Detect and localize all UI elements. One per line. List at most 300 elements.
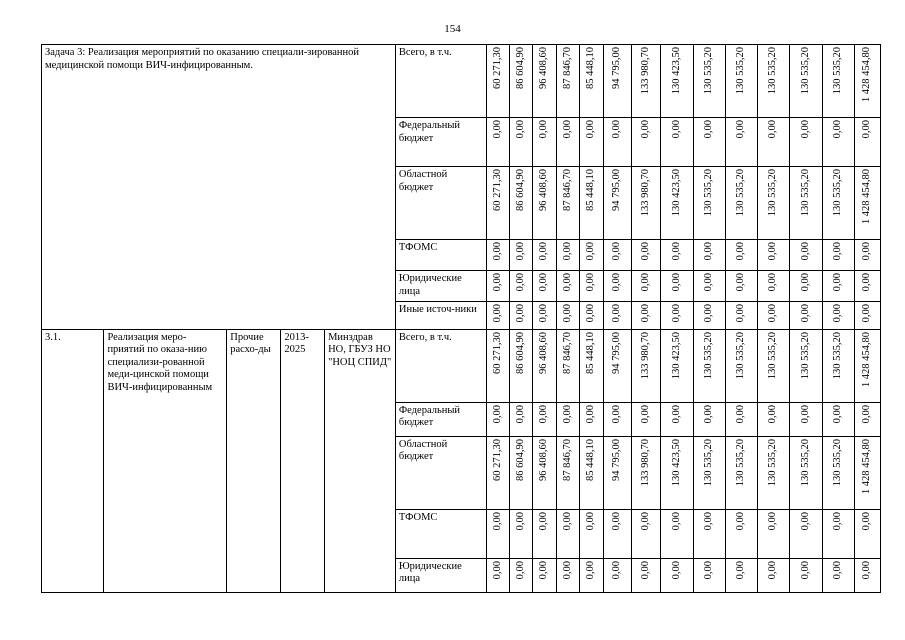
value-cell: [854, 302, 880, 330]
value-text: 86 604,90: [515, 331, 527, 374]
value-cell: [632, 509, 661, 558]
value-cell: [632, 436, 661, 509]
value-cell: [758, 329, 790, 402]
value-text: 0,00: [767, 560, 779, 580]
value-text: 0,00: [831, 304, 843, 323]
value-text: 130 535,20: [831, 331, 843, 380]
value-cell: [580, 118, 604, 167]
value-text: 0,00: [538, 404, 550, 424]
value-cell: [533, 558, 557, 592]
value-cell: [790, 436, 822, 509]
value-text: 96 408,60: [538, 47, 550, 89]
table-row: [42, 329, 881, 402]
value-text: 0,00: [670, 404, 682, 424]
value-text: 0,00: [702, 120, 714, 139]
value-text: 0,00: [670, 511, 682, 531]
value-text: 130 535,20: [735, 438, 747, 487]
value-cell: [510, 509, 533, 558]
value-cell: [693, 118, 725, 167]
value-cell: [661, 402, 693, 436]
value-text: 86 604,90: [515, 438, 527, 481]
value-cell: [533, 45, 557, 118]
value-text: 0,00: [585, 560, 597, 580]
value-cell: [632, 329, 661, 402]
value-text: 0,00: [831, 242, 843, 261]
value-text: 130 423,50: [670, 438, 682, 487]
table-row: [42, 45, 881, 118]
value-cell: [604, 329, 632, 402]
value-cell: [822, 118, 854, 167]
value-text: 130 535,20: [831, 47, 843, 95]
value-cell: [661, 558, 693, 592]
value-cell: [758, 240, 790, 271]
value-text: 0,00: [861, 560, 873, 580]
value-text: 0,00: [735, 511, 747, 531]
value-text: 0,00: [492, 242, 504, 261]
value-cell: [693, 402, 725, 436]
value-text: 0,00: [702, 560, 714, 580]
value-text: 133 980,70: [639, 438, 651, 487]
value-text: 0,00: [735, 120, 747, 139]
item-name: Реализация меро-приятий по оказа-нию специализи-рованной меди-цинской помощи ВИЧ-инфицированным: [104, 329, 227, 592]
value-cell: [487, 402, 510, 436]
value-cell: [854, 167, 880, 240]
source-label: Областной бюджет: [395, 436, 487, 509]
value-text: 0,00: [639, 120, 651, 139]
value-text: 0,00: [799, 404, 811, 424]
value-text: 0,00: [538, 120, 550, 139]
value-text: 0,00: [702, 404, 714, 424]
value-cell: [854, 271, 880, 302]
value-text: 0,00: [702, 511, 714, 531]
value-cell: [822, 45, 854, 118]
value-cell: [790, 402, 822, 436]
value-text: 130 423,50: [670, 47, 682, 95]
value-cell: [557, 402, 580, 436]
value-cell: [790, 118, 822, 167]
value-cell: [604, 402, 632, 436]
value-text: 130 535,20: [767, 438, 779, 487]
value-cell: [758, 402, 790, 436]
value-cell: [725, 436, 757, 509]
value-text: 0,00: [515, 242, 527, 261]
value-cell: [790, 45, 822, 118]
task-title: Задача 3: Реализация мероприятий по оказанию специали-зированной медицинской помощи ВИЧ-инфицированным.: [42, 45, 396, 330]
value-cell: [725, 302, 757, 330]
value-cell: [604, 558, 632, 592]
value-cell: [725, 402, 757, 436]
value-text: 133 980,70: [639, 169, 651, 217]
value-cell: [758, 118, 790, 167]
value-cell: [604, 45, 632, 118]
value-text: 0,00: [585, 511, 597, 531]
value-cell: [580, 436, 604, 509]
value-text: 0,00: [861, 511, 873, 531]
value-cell: [632, 240, 661, 271]
value-text: 133 980,70: [639, 47, 651, 95]
value-cell: [822, 558, 854, 592]
value-cell: [822, 302, 854, 330]
value-text: 0,00: [861, 404, 873, 424]
value-cell: [487, 271, 510, 302]
value-text: 0,00: [767, 120, 779, 139]
value-text: 0,00: [492, 404, 504, 424]
value-text: 94 795,00: [611, 438, 623, 481]
value-cell: [661, 45, 693, 118]
value-cell: [604, 509, 632, 558]
value-cell: [790, 271, 822, 302]
value-cell: [533, 329, 557, 402]
value-text: 0,00: [515, 304, 527, 323]
value-cell: [580, 167, 604, 240]
value-text: 0,00: [799, 120, 811, 139]
value-text: 94 795,00: [611, 47, 623, 89]
budget-table: [41, 44, 881, 593]
value-cell: [693, 240, 725, 271]
value-text: 130 535,20: [799, 331, 811, 380]
value-text: 0,00: [515, 120, 527, 139]
value-text: 0,00: [767, 242, 779, 261]
value-text: 130 535,20: [702, 47, 714, 95]
value-cell: [661, 509, 693, 558]
value-cell: [790, 509, 822, 558]
value-cell: [758, 509, 790, 558]
value-cell: [758, 302, 790, 330]
value-text: 1 428 454,80: [861, 169, 873, 225]
value-text: 0,00: [515, 511, 527, 531]
value-cell: [661, 329, 693, 402]
value-text: 0,00: [831, 120, 843, 139]
value-cell: [758, 436, 790, 509]
value-cell: [661, 271, 693, 302]
value-cell: [661, 167, 693, 240]
value-text: 1 428 454,80: [861, 438, 873, 494]
value-text: 0,00: [515, 404, 527, 424]
source-label: Федеральный бюджет: [395, 118, 487, 167]
value-cell: [487, 329, 510, 402]
value-text: 0,00: [538, 511, 550, 531]
value-text: 0,00: [561, 560, 573, 580]
value-cell: [557, 509, 580, 558]
value-text: 94 795,00: [611, 169, 623, 211]
value-cell: [557, 167, 580, 240]
value-cell: [510, 167, 533, 240]
value-text: 0,00: [492, 120, 504, 139]
value-cell: [580, 509, 604, 558]
item-expense-type: Прочие расхо-ды: [227, 329, 281, 592]
value-cell: [580, 240, 604, 271]
value-cell: [533, 167, 557, 240]
value-text: 0,00: [611, 273, 623, 292]
value-cell: [661, 240, 693, 271]
value-text: 0,00: [639, 273, 651, 292]
value-cell: [632, 167, 661, 240]
value-text: 0,00: [492, 511, 504, 531]
value-cell: [822, 509, 854, 558]
value-text: 130 535,20: [767, 47, 779, 95]
value-text: 0,00: [735, 560, 747, 580]
value-cell: [533, 509, 557, 558]
value-text: 0,00: [611, 304, 623, 323]
item-number: 3.1.: [42, 329, 104, 592]
value-text: 130 535,20: [702, 331, 714, 380]
value-cell: [854, 558, 880, 592]
value-text: 0,00: [639, 560, 651, 580]
value-cell: [790, 558, 822, 592]
value-cell: [758, 45, 790, 118]
value-cell: [693, 436, 725, 509]
value-cell: [693, 329, 725, 402]
value-cell: [510, 45, 533, 118]
value-cell: [604, 118, 632, 167]
value-cell: [557, 45, 580, 118]
value-cell: [822, 271, 854, 302]
value-cell: [822, 436, 854, 509]
value-text: 0,00: [492, 304, 504, 323]
value-text: 0,00: [735, 242, 747, 261]
value-cell: [510, 271, 533, 302]
value-text: 0,00: [585, 242, 597, 261]
value-cell: [758, 167, 790, 240]
value-cell: [854, 436, 880, 509]
value-text: 130 535,20: [735, 169, 747, 217]
value-cell: [758, 558, 790, 592]
value-text: 86 604,90: [515, 47, 527, 89]
value-text: 0,00: [639, 511, 651, 531]
value-cell: [557, 302, 580, 330]
value-text: 130 535,20: [767, 169, 779, 217]
value-cell: [580, 45, 604, 118]
value-cell: [693, 302, 725, 330]
value-cell: [533, 271, 557, 302]
value-text: 96 408,60: [538, 438, 550, 481]
value-cell: [510, 558, 533, 592]
value-text: 130 535,20: [799, 47, 811, 95]
value-text: 0,00: [735, 304, 747, 323]
value-cell: [533, 402, 557, 436]
value-text: 0,00: [767, 273, 779, 292]
value-text: 0,00: [702, 242, 714, 261]
value-text: 0,00: [561, 120, 573, 139]
value-text: 0,00: [561, 304, 573, 323]
value-text: 0,00: [670, 242, 682, 261]
value-text: 85 448,10: [585, 331, 597, 374]
value-text: 130 535,20: [831, 438, 843, 487]
value-text: 0,00: [492, 273, 504, 292]
value-text: 0,00: [515, 560, 527, 580]
page-number: 154: [444, 23, 461, 35]
value-text: 0,00: [585, 404, 597, 424]
value-text: 0,00: [799, 304, 811, 323]
value-text: 0,00: [561, 273, 573, 292]
value-cell: [790, 302, 822, 330]
value-text: 0,00: [585, 120, 597, 139]
value-cell: [533, 436, 557, 509]
value-cell: [632, 271, 661, 302]
value-text: 0,00: [831, 404, 843, 424]
value-text: 0,00: [538, 560, 550, 580]
value-text: 130 535,20: [799, 169, 811, 217]
value-text: 130 535,20: [702, 438, 714, 487]
value-text: 0,00: [538, 273, 550, 292]
value-text: 60 271,30: [492, 331, 504, 374]
value-cell: [725, 240, 757, 271]
value-cell: [632, 118, 661, 167]
value-cell: [822, 329, 854, 402]
value-text: 0,00: [639, 304, 651, 323]
value-cell: [557, 271, 580, 302]
value-text: 130 535,20: [831, 169, 843, 217]
value-cell: [487, 118, 510, 167]
source-label: Всего, в т.ч.: [395, 45, 487, 118]
value-text: 87 846,70: [561, 331, 573, 374]
value-text: 0,00: [767, 304, 779, 323]
value-cell: [510, 402, 533, 436]
value-text: 0,00: [670, 273, 682, 292]
value-text: 0,00: [831, 273, 843, 292]
value-cell: [604, 167, 632, 240]
value-cell: [580, 302, 604, 330]
value-text: 0,00: [639, 242, 651, 261]
value-text: 0,00: [861, 120, 873, 139]
value-text: 0,00: [670, 560, 682, 580]
value-cell: [510, 240, 533, 271]
value-text: 0,00: [611, 242, 623, 261]
value-cell: [557, 436, 580, 509]
value-cell: [604, 240, 632, 271]
value-cell: [661, 118, 693, 167]
value-cell: [632, 558, 661, 592]
value-cell: [487, 509, 510, 558]
value-text: 0,00: [585, 273, 597, 292]
value-text: 130 535,20: [799, 438, 811, 487]
value-text: 0,00: [861, 304, 873, 323]
value-cell: [580, 329, 604, 402]
value-cell: [790, 167, 822, 240]
value-text: 0,00: [799, 511, 811, 531]
value-cell: [693, 271, 725, 302]
value-cell: [533, 240, 557, 271]
value-text: 0,00: [861, 273, 873, 292]
value-text: 85 448,10: [585, 169, 597, 211]
value-cell: [557, 329, 580, 402]
value-cell: [487, 240, 510, 271]
source-label: ТФОМС: [395, 509, 487, 558]
value-text: 0,00: [538, 242, 550, 261]
value-cell: [725, 329, 757, 402]
value-text: 94 795,00: [611, 331, 623, 374]
value-text: 0,00: [799, 560, 811, 580]
value-cell: [557, 118, 580, 167]
value-text: 0,00: [639, 404, 651, 424]
value-cell: [693, 558, 725, 592]
value-cell: [533, 118, 557, 167]
value-text: 0,00: [831, 560, 843, 580]
value-text: 0,00: [799, 242, 811, 261]
value-text: 1 428 454,80: [861, 331, 873, 387]
value-text: 60 271,30: [492, 47, 504, 89]
value-cell: [510, 302, 533, 330]
value-text: 0,00: [611, 120, 623, 139]
value-text: 0,00: [561, 404, 573, 424]
value-cell: [632, 45, 661, 118]
value-cell: [487, 436, 510, 509]
value-text: 0,00: [561, 511, 573, 531]
value-text: 0,00: [561, 242, 573, 261]
value-cell: [725, 509, 757, 558]
value-cell: [822, 240, 854, 271]
value-cell: [510, 329, 533, 402]
value-text: 0,00: [767, 511, 779, 531]
value-cell: [557, 240, 580, 271]
value-text: 85 448,10: [585, 438, 597, 481]
value-text: 0,00: [702, 304, 714, 323]
value-cell: [790, 329, 822, 402]
value-text: 0,00: [515, 273, 527, 292]
value-text: 0,00: [831, 511, 843, 531]
value-cell: [854, 118, 880, 167]
value-text: 60 271,30: [492, 169, 504, 211]
item-executor: Минздрав НО, ГБУЗ НО "НОЦ СПИД": [325, 329, 396, 592]
value-text: 0,00: [538, 304, 550, 323]
value-text: 130 535,20: [702, 169, 714, 217]
value-text: 130 423,50: [670, 169, 682, 217]
value-text: 0,00: [861, 242, 873, 261]
value-text: 0,00: [492, 560, 504, 580]
value-text: 130 535,20: [735, 47, 747, 95]
value-cell: [854, 329, 880, 402]
item-period: 2013-2025: [281, 329, 325, 592]
value-cell: [822, 167, 854, 240]
source-label: Федеральный бюджет: [395, 402, 487, 436]
value-cell: [854, 402, 880, 436]
value-text: 0,00: [611, 404, 623, 424]
value-text: 87 846,70: [561, 438, 573, 481]
value-cell: [632, 302, 661, 330]
value-text: 0,00: [611, 560, 623, 580]
value-cell: [854, 509, 880, 558]
value-cell: [790, 240, 822, 271]
value-cell: [854, 45, 880, 118]
value-text: 0,00: [799, 273, 811, 292]
source-label: Областной бюджет: [395, 167, 487, 240]
value-text: 0,00: [585, 304, 597, 323]
value-cell: [604, 271, 632, 302]
value-text: 130 423,50: [670, 331, 682, 380]
value-text: 0,00: [735, 404, 747, 424]
value-cell: [822, 402, 854, 436]
value-cell: [580, 271, 604, 302]
value-cell: [693, 167, 725, 240]
source-label: Иные источ-ники: [395, 302, 487, 330]
value-cell: [604, 436, 632, 509]
value-cell: [725, 167, 757, 240]
source-label: Всего, в т.ч.: [395, 329, 487, 402]
value-cell: [632, 402, 661, 436]
value-cell: [725, 271, 757, 302]
value-text: 0,00: [767, 404, 779, 424]
value-cell: [758, 271, 790, 302]
value-cell: [854, 240, 880, 271]
value-cell: [693, 45, 725, 118]
value-text: 0,00: [611, 511, 623, 531]
value-text: 0,00: [702, 273, 714, 292]
value-cell: [510, 118, 533, 167]
value-text: 86 604,90: [515, 169, 527, 211]
value-cell: [487, 45, 510, 118]
value-text: 0,00: [735, 273, 747, 292]
value-text: 133 980,70: [639, 331, 651, 380]
